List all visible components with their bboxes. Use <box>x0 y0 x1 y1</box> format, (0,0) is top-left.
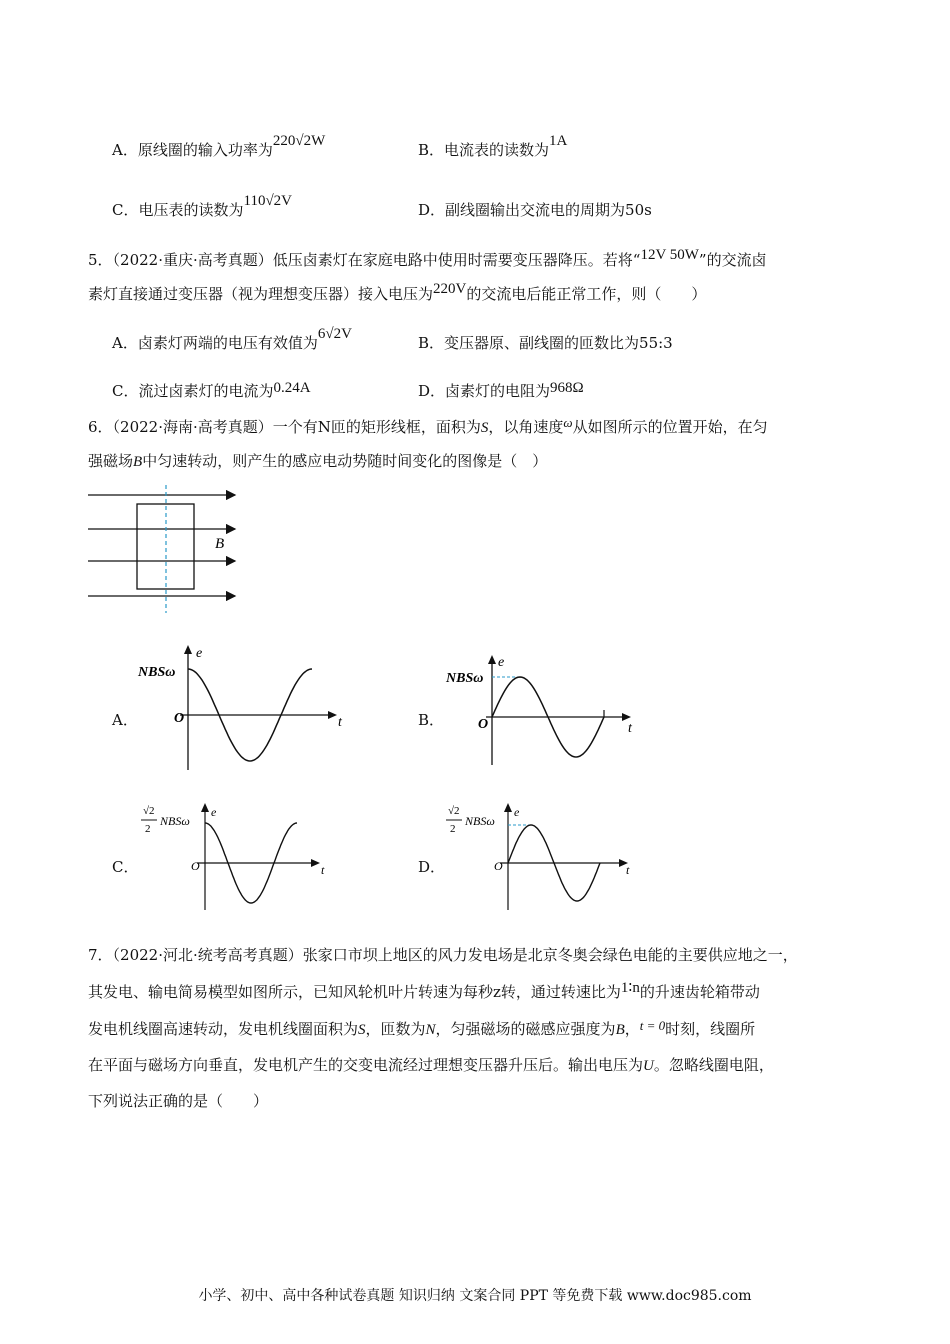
stem-text: 在平面与磁场方向垂直，发电机产生的交变电流经过理想变压器升压后。输出电压为 <box>88 1056 644 1074</box>
stem-symbol: S <box>358 1022 366 1038</box>
peak-label: NBSω <box>160 814 190 828</box>
stem-text: 其发电、输电简易模型如图所示，已知风轮机叶片转速为每秒z转，通过转速比为 <box>88 983 621 1001</box>
stem-text: 的升速齿轮箱带动 <box>639 983 760 1001</box>
graph-b <box>440 650 650 770</box>
option-text: 电压表的读数为 <box>138 201 244 219</box>
peak-fraction-denominator: 2 <box>450 823 456 835</box>
origin-label: O <box>494 859 503 873</box>
q4-option-a <box>112 133 326 161</box>
x-axis-label: t <box>338 715 342 730</box>
q5-option-c <box>112 381 311 402</box>
stem-text: ，匀强磁场的磁感应强度为 <box>435 1020 616 1038</box>
x-arrow-icon <box>311 859 320 867</box>
stem-text: 时刻，线圈所 <box>665 1020 756 1038</box>
origin-label: O <box>478 717 489 732</box>
stem-symbol: ω <box>563 415 573 430</box>
q7-stem-line5: 下列说法正确的是（ ） <box>88 1092 269 1110</box>
stem-text: 强磁场 <box>88 452 134 470</box>
stem-text: ，匝数为 <box>365 1020 426 1038</box>
origin-label: O <box>174 711 185 726</box>
stem-text: 。忽略线圈电阻， <box>653 1056 774 1074</box>
option-label: B． <box>418 334 445 352</box>
x-arrow-icon <box>328 711 337 719</box>
x-arrow-icon <box>622 713 631 721</box>
stem-text: 素灯直接通过变压器（视为理想变压器）接入电压为 <box>88 285 434 303</box>
stem-math: 220V <box>433 281 467 297</box>
graph-d <box>440 798 650 913</box>
x-axis-label: t <box>628 721 632 736</box>
stem-text: 的交流电后能正常工作，则（ ） <box>466 285 707 303</box>
option-math: 0.24A <box>273 380 311 396</box>
option-text: 流过卤素灯的电流为 <box>138 382 274 400</box>
q7-stem-line2 <box>88 982 760 1003</box>
stem-text: 5．（2022·重庆·高考真题）低压卤素灯在家庭电路中使用时需要变压器降压。若将“ <box>88 251 641 269</box>
stem-text: ， <box>624 1020 640 1038</box>
option-text: 副线圈输出交流电的周期为50s <box>445 201 652 219</box>
peak-fraction-numerator: √2 <box>143 805 155 817</box>
y-axis-label: e <box>211 805 217 819</box>
q5-stem-line2 <box>88 281 707 305</box>
stem-math: 12V 50W <box>640 247 699 263</box>
stem-math: 1∶n <box>620 980 640 996</box>
q4-option-c <box>112 193 293 221</box>
stem-symbol: B <box>133 454 143 470</box>
graph-a <box>130 640 360 775</box>
option-label: D． <box>418 382 446 400</box>
page-footer: 小学、初中、高中各种试卷真题 知识归纳 文案合同 PPT 等免费下载 www.doc985.com <box>198 1288 752 1304</box>
option-text: 卤素灯的电阻为 <box>445 382 551 400</box>
peak-fraction-numerator: √2 <box>448 805 460 817</box>
q5-option-a <box>112 326 352 354</box>
option-math: 110√2V <box>243 193 293 209</box>
q5-option-d <box>418 381 584 402</box>
stem-text: 6．（2022·海南·高考真题）一个有N匝的矩形线框，面积为 <box>88 418 481 436</box>
option-label: C． <box>112 382 139 400</box>
stem-symbol: B <box>615 1022 625 1038</box>
y-axis-label: e <box>196 646 203 661</box>
stem-text: ”的交流卤 <box>698 251 767 269</box>
peak-label: NBSω <box>446 671 484 686</box>
y-axis-label: e <box>498 655 505 670</box>
option-math: 968Ω <box>550 380 584 396</box>
q4-option-b <box>418 133 568 161</box>
graph-a-label: A． <box>112 711 138 729</box>
option-math: 6√2V <box>317 326 352 342</box>
graph-c <box>135 798 345 913</box>
x-axis-label: t <box>321 863 325 877</box>
graph-d-label: D． <box>418 858 446 876</box>
option-label: C． <box>112 201 139 219</box>
peak-label: NBSω <box>138 665 176 680</box>
peak-label: NBSω <box>465 814 495 828</box>
q7-stem-line3 <box>88 1019 755 1040</box>
option-text: 卤素灯两端的电压有效值为 <box>137 334 318 352</box>
stem-text: ，以角速度 <box>488 418 564 436</box>
q7-stem-line4 <box>88 1055 774 1076</box>
y-arrow-icon <box>504 803 512 812</box>
stem-symbol: U <box>643 1058 654 1074</box>
graph-b-label: B． <box>418 711 445 729</box>
y-arrow-icon <box>488 655 496 664</box>
q5-option-b <box>418 333 673 353</box>
stem-math: t = 0 <box>639 1018 666 1033</box>
x-axis-label: t <box>626 863 630 877</box>
y-arrow-icon <box>184 645 192 654</box>
option-label: A． <box>112 334 138 352</box>
option-text: 原线圈的输入功率为 <box>137 141 273 159</box>
option-math: 1A <box>549 133 568 149</box>
field-label: B <box>215 536 225 552</box>
stem-symbol: S <box>480 420 489 436</box>
option-math: 220√2W <box>272 133 326 149</box>
option-label: B． <box>418 141 445 159</box>
q6-stem-line2 <box>88 451 547 472</box>
q5-stem-line1 <box>88 247 767 271</box>
coil-field-figure <box>85 485 245 615</box>
origin-label: O <box>191 859 200 873</box>
option-label: A． <box>112 141 138 159</box>
option-label: D． <box>418 201 446 219</box>
stem-text: 发电机线圈高速转动，发电机线圈面积为 <box>88 1020 359 1038</box>
q6-stem-line1 <box>88 417 768 438</box>
stem-text: 从如图所示的位置开始，在匀 <box>572 418 768 436</box>
q4-option-d <box>418 200 652 220</box>
stem-symbol: N <box>425 1022 436 1038</box>
y-axis-label: e <box>514 805 520 819</box>
stem-text: 中匀速转动，则产生的感应电动势随时间变化的图像是（ ） <box>142 452 548 470</box>
option-text: 变压器原、副线圈的匝数比为55:3 <box>444 334 673 352</box>
q7-stem-line1: 7．（2022·河北·统考高考真题）张家口市坝上地区的风力发电场是北京冬奥会绿色电能的主要供应地之一， <box>88 946 798 964</box>
peak-fraction-denominator: 2 <box>145 823 151 835</box>
y-arrow-icon <box>201 803 209 812</box>
option-text: 电流表的读数为 <box>444 141 550 159</box>
graph-c-label: C． <box>112 858 139 876</box>
